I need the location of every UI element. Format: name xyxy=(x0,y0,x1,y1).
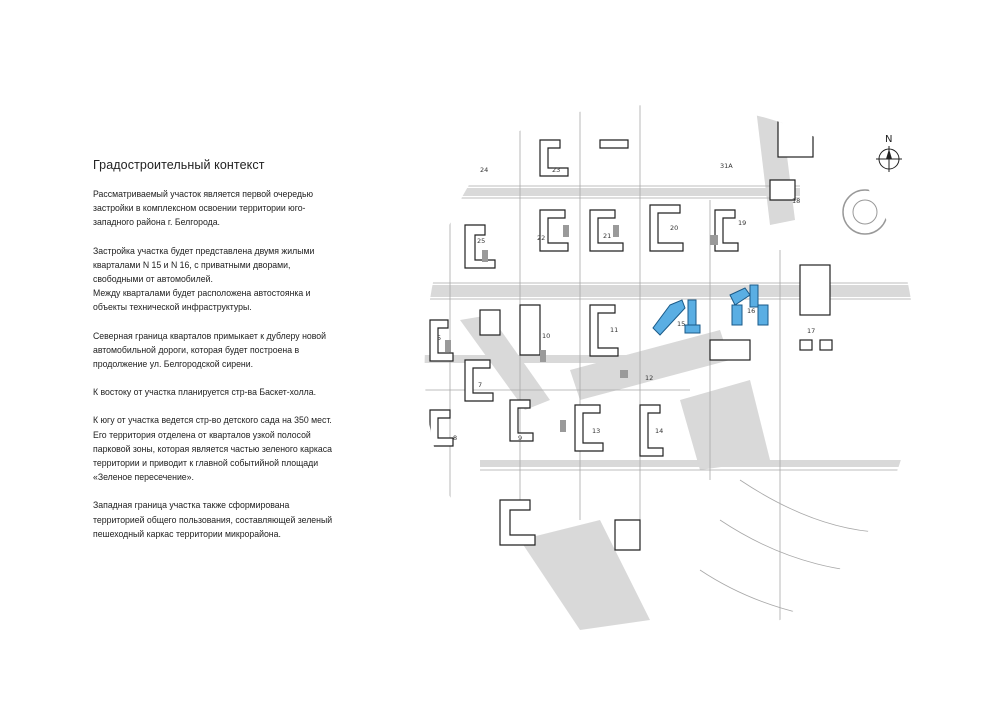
block-label: 15 xyxy=(677,320,686,328)
paragraph-2: Застройка участка будет представлена двумя жилыми кварталами N 15 и N 16, с приватными дворами, свободными от автомобилей. Между кварталами будет расположена автостоянка и объекты технической инфраструктуры. xyxy=(93,244,315,313)
block-label: 11 xyxy=(610,326,619,334)
block-label: 5 xyxy=(437,334,442,342)
block-label: 7 xyxy=(478,381,483,389)
page-title: Градостроительный контекст xyxy=(93,158,265,172)
block-label: 17 xyxy=(807,327,816,335)
block-label: 31А xyxy=(720,162,733,170)
text-panel xyxy=(93,158,383,555)
paragraph-3: Северная граница кварталов примыкает к дублеру новой автомобильной дороги, которая будет построена в продолжение ул. Белгородской сирени. xyxy=(93,329,327,370)
paragraph-5: К югу от участка ведется стр-во детского сада на 350 мест. Его территория отделена от кварталов узкой полосой парковой зоны, которая является частью зеленого каркаса территории и приводит к главной событийной площади «Зеленое пересечение». xyxy=(93,414,332,483)
block-label: 10 xyxy=(542,332,551,340)
north-label: N xyxy=(885,134,893,145)
site-plan-map xyxy=(420,100,920,660)
block-label: 24 xyxy=(480,166,489,174)
block-label: 20 xyxy=(670,224,679,232)
block-label: 25 xyxy=(477,237,486,245)
block-label: 22 xyxy=(537,234,546,242)
block-label: 13 xyxy=(592,427,601,435)
paragraph-6: Западная граница участка также сформирована территорией общего пользования, составляющей зеленый пешеходный каркас территории микрорайона. xyxy=(93,499,333,539)
block-label: 12 xyxy=(645,374,654,382)
block-label: 21 xyxy=(603,232,612,240)
block-label: 8 xyxy=(453,434,458,442)
block-label: 14 xyxy=(655,427,664,435)
block-label: 23 xyxy=(552,166,561,174)
block-label: 16 xyxy=(747,307,756,315)
block-label: 9 xyxy=(518,434,523,442)
block-label: 19 xyxy=(738,219,747,227)
paragraph-4: К востоку от участка планируется стр-ва Баскет-холла. xyxy=(93,386,317,398)
paragraph-1: Рассматриваемый участок является первой очередью застройки в комплексном освоении территории юго- западного района г. Белгорода. xyxy=(93,188,314,228)
block-label: 18 xyxy=(792,197,801,205)
